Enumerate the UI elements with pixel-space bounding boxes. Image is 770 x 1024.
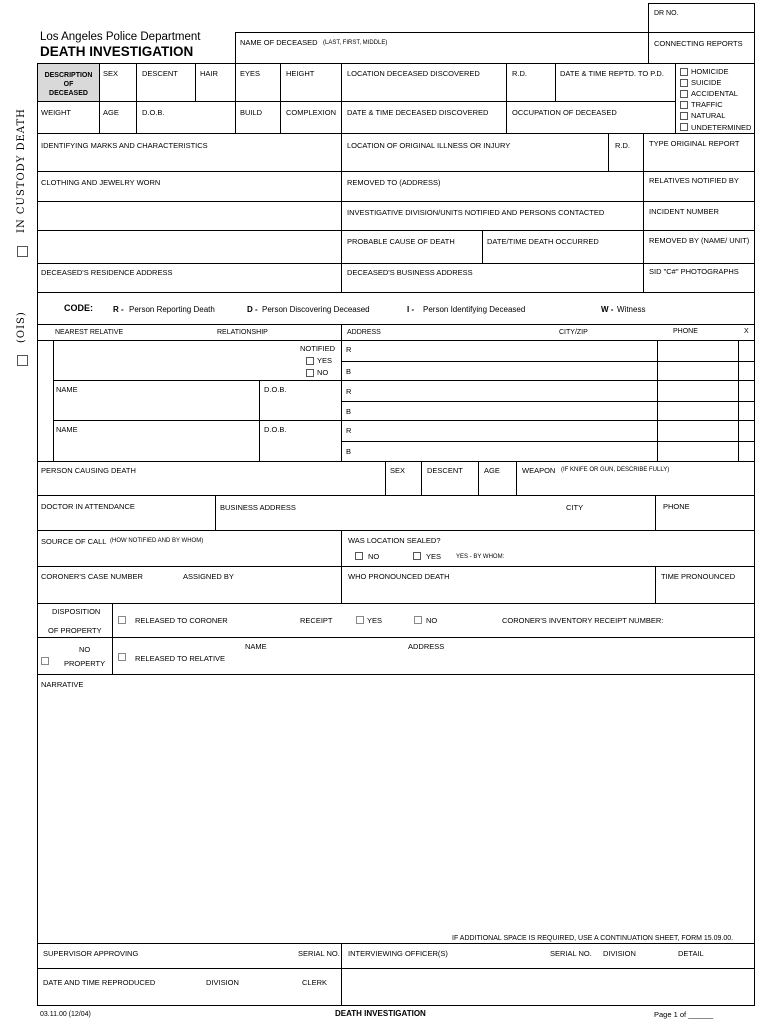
code-w-text: Witness: [617, 305, 646, 314]
released-relative-checkbox[interactable]: [118, 653, 126, 661]
of-property-label: OF PROPERTY: [48, 626, 102, 635]
ois-checkbox[interactable]: [17, 355, 28, 366]
type-original-report-label: TYPE ORIGINAL REPORT: [649, 139, 740, 148]
doctor-city-label: CITY: [566, 503, 584, 512]
released-coroner-checkbox[interactable]: [118, 616, 126, 624]
date-reproduced-label: DATE AND TIME REPRODUCED: [43, 978, 156, 987]
relative2-dob-label: D.O.B.: [264, 385, 287, 394]
sealed-no-checkbox[interactable]: [355, 552, 363, 560]
height-label: HEIGHT: [286, 69, 315, 78]
dr-no-label: DR NO.: [654, 10, 679, 17]
form-number: 03.11.00 (12/04): [40, 1011, 91, 1018]
inventory-receipt-label: CORONER'S INVENTORY RECEIPT NUMBER:: [502, 616, 664, 625]
in-custody-death-label: IN CUSTODY DEATH: [16, 108, 27, 233]
page-number: Page 1 of ______: [654, 1010, 714, 1019]
age-label: AGE: [103, 108, 119, 117]
supervisor-label: SUPERVISOR APPROVING: [43, 949, 139, 958]
interviewing-officer-label: INTERVIEWING OFFICER(S): [348, 949, 448, 958]
form-title: DEATH INVESTIGATION: [40, 44, 194, 59]
suicide-checkbox[interactable]: [680, 79, 688, 87]
notified-label: NOTIFIED: [300, 344, 335, 353]
location-discovered-label: LOCATION DECEASED DISCOVERED: [347, 69, 480, 78]
accidental-label: ACCIDENTAL: [691, 89, 738, 98]
source-of-call-label: SOURCE OF CALL: [41, 537, 107, 546]
relative1-b-label: B: [346, 367, 352, 376]
continuation-note: IF ADDITIONAL SPACE IS REQUIRED, USE A CONTINUATION SHEET, FORM 15.09.00.: [452, 935, 734, 942]
removed-by-label: REMOVED BY (NAME/ UNIT): [649, 236, 750, 245]
relative2-r-label: R: [346, 387, 352, 396]
x-label: X: [744, 328, 749, 335]
released-relative-label: RELEASED TO RELATIVE: [135, 654, 226, 663]
weapon-label: WEAPON: [522, 466, 556, 475]
relative2-b-label: B: [346, 407, 352, 416]
notified-no-checkbox[interactable]: [306, 369, 314, 377]
natural-label: NATURAL: [691, 111, 726, 120]
sealed-no-label: NO: [368, 552, 380, 561]
relatives-address-label: ADDRESS: [347, 329, 381, 336]
doctor-business-address-label: BUSINESS ADDRESS: [220, 503, 296, 512]
disposition-label: DISPOSITION: [52, 607, 101, 616]
clerk-label: CLERK: [302, 978, 328, 987]
rd2-label: R.D.: [615, 141, 630, 150]
relative3-name-label: NAME: [56, 425, 78, 434]
receipt-yes-label: YES: [367, 616, 383, 625]
relative1-r-label: R: [346, 345, 352, 354]
footer-title: DEATH INVESTIGATION: [335, 1009, 426, 1018]
name-hint: (LAST, FIRST, MIDDLE): [323, 40, 388, 46]
dob-label: D.O.B.: [142, 108, 165, 117]
complexion-label: COMPLEXION: [286, 108, 337, 117]
person-causing-label: PERSON CAUSING DEATH: [41, 466, 136, 475]
supervisor-serial-label: SERIAL NO.: [298, 949, 340, 958]
homicide-label: HOMICIDE: [691, 67, 729, 76]
connecting-reports-label: CONNECTING REPORTS: [654, 39, 743, 48]
rd-label: R.D.: [512, 69, 527, 78]
causer-age-label: AGE: [484, 466, 500, 475]
description-label-1: DESCRIPTION: [44, 72, 93, 79]
reproduced-division-label: DIVISION: [206, 978, 239, 987]
ois-label: (OIS): [16, 311, 27, 343]
natural-checkbox[interactable]: [680, 112, 688, 120]
name-of-deceased-label: NAME OF DECEASED: [240, 38, 318, 47]
receipt-no-checkbox[interactable]: [414, 616, 422, 624]
relationship-label: RELATIONSHIP: [217, 329, 268, 336]
probable-cause-label: PROBABLE CAUSE OF DEATH: [347, 237, 455, 246]
causer-sex-label: SEX: [390, 466, 406, 475]
homicide-checkbox[interactable]: [680, 68, 688, 76]
weapon-hint: (IF KNIFE OR GUN, DESCRIBE FULLY): [561, 467, 670, 473]
source-of-call-hint: (HOW NOTIFIED AND BY WHOM): [110, 538, 204, 544]
undetermined-label: UNDETERMINED: [691, 123, 752, 132]
in-custody-death-checkbox[interactable]: [17, 246, 28, 257]
relative2-name-label: NAME: [56, 385, 78, 394]
eyes-label: EYES: [240, 69, 261, 78]
sid-photographs-label: SID "C#" PHOTOGRAPHS: [649, 267, 739, 276]
assigned-by-label: ASSIGNED BY: [183, 572, 234, 581]
descent-label: DESCENT: [142, 69, 178, 78]
code-label: CODE:: [64, 303, 93, 313]
undetermined-checkbox[interactable]: [680, 123, 688, 131]
traffic-checkbox[interactable]: [680, 101, 688, 109]
location-illness-label: LOCATION OF ORIGINAL ILLNESS OR INJURY: [347, 141, 511, 150]
code-d-key: D -: [247, 305, 258, 314]
no-property-label-2: PROPERTY: [64, 659, 106, 668]
notified-no-label: NO: [317, 368, 329, 377]
relative3-b-label: B: [346, 447, 352, 456]
residence-address-label: DECEASED'S RESIDENCE ADDRESS: [41, 268, 173, 277]
phone-label: PHONE: [673, 328, 698, 335]
code-r-key: R -: [113, 305, 124, 314]
doctor-phone-label: PHONE: [663, 502, 690, 511]
incident-number-label: INCIDENT NUMBER: [649, 207, 719, 216]
officer-detail-label: DETAIL: [678, 949, 704, 958]
narrative-label: NARRATIVE: [41, 680, 84, 689]
nearest-relative-label: NEAREST RELATIVE: [55, 329, 124, 336]
who-pronounced-label: WHO PRONOUNCED DEATH: [348, 572, 450, 581]
code-d-text: Person Discovering Deceased: [262, 305, 370, 314]
traffic-label: TRAFFIC: [691, 100, 723, 109]
notified-yes-label: YES: [317, 356, 333, 365]
suicide-label: SUICIDE: [691, 78, 722, 87]
released-coroner-label: RELEASED TO CORONER: [135, 616, 228, 625]
officer-serial-label: SERIAL NO.: [550, 949, 592, 958]
accidental-checkbox[interactable]: [680, 90, 688, 98]
date-time-discovered-label: DATE & TIME DECEASED DISCOVERED: [347, 108, 489, 117]
date-time-reptd-label: DATE & TIME REPTD. TO P.D.: [560, 69, 664, 78]
weight-label: WEIGHT: [41, 108, 71, 117]
sealed-yes-by-whom: YES - BY WHOM:: [456, 554, 505, 560]
was-sealed-label: WAS LOCATION SEALED?: [348, 536, 441, 545]
hair-label: HAIR: [200, 69, 218, 78]
code-i-key: I -: [407, 305, 415, 314]
property-name-label: NAME: [245, 642, 267, 651]
officer-division-label: DIVISION: [603, 949, 636, 958]
code-i-text: Person Identifying Deceased: [423, 305, 526, 314]
city-zip-label: CITY/ZIP: [559, 329, 588, 336]
sex-label: SEX: [103, 69, 119, 78]
identifying-marks-label: IDENTIFYING MARKS AND CHARACTERISTICS: [41, 141, 208, 150]
receipt-yes-checkbox[interactable]: [356, 616, 364, 624]
time-pronounced-label: TIME PRONOUNCED: [661, 572, 736, 581]
removed-to-label: REMOVED TO (ADDRESS): [347, 178, 441, 187]
notified-yes-checkbox[interactable]: [306, 357, 314, 365]
occupation-label: OCCUPATION OF DECEASED: [512, 108, 617, 117]
code-r-text: Person Reporting Death: [129, 305, 215, 314]
description-label-3: DECEASED: [49, 90, 88, 97]
date-time-death-label: DATE/TIME DEATH OCCURRED: [487, 237, 599, 246]
relatives-notified-label: RELATIVES NOTIFIED BY: [649, 176, 739, 185]
clothing-label: CLOTHING AND JEWELRY WORN: [41, 178, 161, 187]
business-address-label: DECEASED'S BUSINESS ADDRESS: [347, 268, 473, 277]
build-label: BUILD: [240, 108, 263, 117]
receipt-no-label: NO: [426, 616, 438, 625]
no-property-checkbox[interactable]: [41, 657, 49, 665]
sealed-yes-label: YES: [426, 552, 442, 561]
property-address-label: ADDRESS: [408, 642, 445, 651]
coroner-case-label: CORONER'S CASE NUMBER: [41, 572, 143, 581]
description-label-2: OF: [63, 81, 74, 88]
doctor-label: DOCTOR IN ATTENDANCE: [41, 502, 135, 511]
relative3-r-label: R: [346, 426, 352, 435]
department-name: Los Angeles Police Department: [40, 31, 201, 43]
investigative-label: INVESTIGATIVE DIVISION/UNITS NOTIFIED AND PERSONS CONTACTED: [347, 208, 605, 217]
relative3-dob-label: D.O.B.: [264, 425, 287, 434]
no-property-label-1: NO: [79, 645, 91, 654]
receipt-label: RECEIPT: [300, 616, 333, 625]
sealed-yes-checkbox[interactable]: [413, 552, 421, 560]
code-w-key: W -: [601, 305, 614, 314]
causer-descent-label: DESCENT: [427, 466, 463, 475]
